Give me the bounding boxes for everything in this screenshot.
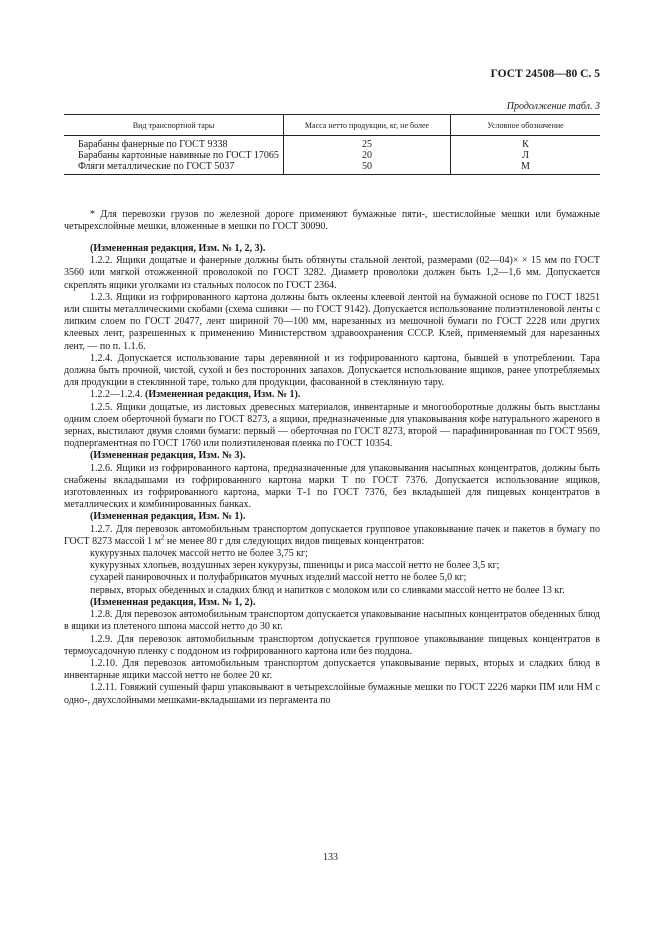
table-row <box>64 150 600 161</box>
table-cell-net-mass: 50 <box>284 161 451 175</box>
table-cell-net-mass: 25 <box>284 136 451 151</box>
amendment-text: (Измененная редакция, Изм. № 1). <box>145 389 301 401</box>
paragraph-text: 1.2.7. Для перевозок автомобильным транспортом допускается групповое упаковывание пачек и пакетов в бумагу по ГОСТ 8273 массой 1 м <box>64 523 600 547</box>
table-header-row <box>64 115 600 136</box>
column-header-container-type: Вид транспортной тары <box>64 115 284 136</box>
table-cell-code: К <box>522 139 529 150</box>
list-item: кукурузных хлопьев, воздушных зерен кукурузы, пшеницы и риса массой нетто не более 3,5 кг; <box>90 560 500 572</box>
amendment-note: (Измененная редакция, Изм. № 3). <box>90 450 246 462</box>
paragraph-1-2-5: 1.2.5. Ящики дощатые, из листовых древесных материалов, инвентарные и многооборотные должны быть выстланы одним слоем оберточной бумаги по ГОСТ 8273, а ящики, предназначенные для упаковывания кофе натурального жареного в зернах, выстилают двумя слоями бумаги: первый — оберточная по ГОСТ 8273, второй — парафинированная по ГОСТ 9569, подпергаментная по ГОСТ 1760 или полиэтиленовая пленка по ГОСТ 10354. <box>64 401 600 450</box>
list-item: кукурузных палочек массой нетто не более 3,75 кг; <box>90 548 308 560</box>
paragraph-text: не менее 80 г для следующих видов пищевых концентратов: <box>164 535 425 547</box>
paragraph-1-2-6: 1.2.6. Ящики из гофрированного картона, предназначенные для упаковывания насыпных концентратов, должны быть снабжены вкладышами из гофрированного картона марки Т по ГОСТ 7376. Допускается использование ящиков, изготовленных из гофрированного картона, марки Т-1 по ГОСТ 7376, без вкладышей для пищевых концентратов в металлических и комбинированных банках. <box>64 462 600 511</box>
amendment-note <box>64 389 600 401</box>
table-cell-container-type: Барабаны фанерные по ГОСТ 9338 <box>78 139 228 150</box>
column-header-code: Условное обозначение <box>451 115 601 136</box>
page-header: ГОСТ 24508—80 С. 5 <box>490 68 600 80</box>
paragraph-1-2-9: 1.2.9. Для перевозок автомобильным транспортом допускается групповое упаковывание пищевых концентратов в термоусадочную пленку с поддоном из гофрированного картона или без поддона. <box>64 633 600 657</box>
list-item: сухарей панировочных и полуфабрикатов мучных изделий массой нетто не более 5,0 кг; <box>90 572 467 584</box>
amendment-note: (Измененная редакция, Изм. № 1, 2, 3). <box>90 243 266 254</box>
paragraph-1-2-4: 1.2.4. Допускается использование тары деревянной и из гофрированного картона, бывшей в употреблении. Тара должна быть прочной, чистой, сухой и без посторонних запахов. Допускается использование ящиков, ранее употребляемых для продукции в стеклянной таре, только для продукции, фасованной в стеклянную тару. <box>64 352 600 389</box>
table-cell-net-mass: 20 <box>284 150 451 161</box>
paragraph-1-2-8: 1.2.8. Для перевозок автомобильным транспортом допускается упаковывание насыпных концентратов обеденных блюд в ящики из плетеного шпона массой нетто до 30 кг. <box>64 609 600 633</box>
table-cell-code: Л <box>522 150 529 161</box>
paragraph-1-2-10: 1.2.10. Для перевозок автомобильным транспортом допускается упаковывание первых, вторых и сладких блюд в инвентарные ящики массой нетто не более 20 кг. <box>64 657 600 682</box>
superscript: 2 <box>160 533 165 542</box>
amendment-range: 1.2.2—1.2.4. <box>90 389 145 401</box>
table-footnote: * Для перевозки грузов по железной дороге применяют бумажные пяти-, шестислойные мешки или бумажные четырехслойные мешки, вложенные в мешки по ГОСТ 30090. <box>64 209 600 233</box>
table-row <box>64 161 600 175</box>
paragraph-1-2-7 <box>64 524 600 548</box>
page-number: 133 <box>323 852 338 863</box>
table-row <box>64 136 600 151</box>
table-cell-container-type: Барабаны картонные навивные по ГОСТ 17065 <box>78 150 279 161</box>
paragraph-1-2-3: 1.2.3. Ящики из гофрированного картона должны быть оклеены клеевой лентой на бумажной основе по ГОСТ 18251 или сшиты металлическими скобами (схема сшивки — по ГОСТ 9142). Допускается использование полиэтиленовой ленты с липким слоем по ГОСТ 20477, лент шириной 70—100 мм, нарезанных из мешочной бумаги по ГОСТ 2228 или других клеевых лент, разрешенных к применению Министерством здравоохранения СССР. Клей, применяемый для нарезанных лент, — по п. 1.1.6. <box>64 291 600 352</box>
paragraph-1-2-2: 1.2.2. Ящики дощатые и фанерные должны быть обтянуты стальной лентой, размерами (02—04)× × 15 мм по ГОСТ 3560 или мягкой отожженной проволокой по ГОСТ 3282. Диаметр проволоки должен быть 1,2—1,6 мм. Допускается скреплять ящики уголками из стальных полосок по ГОСТ 2364. <box>64 255 600 291</box>
packaging-table <box>64 114 600 175</box>
amendment-note: (Измененная редакция, Изм. № 1, 2). <box>90 596 256 608</box>
list-item: первых, вторых обеденных и сладких блюд и напитков с молоком или со сливками массой нетто не более 13 кг. <box>90 584 565 596</box>
table-continuation-label: Продолжение табл. 3 <box>506 101 600 112</box>
document-body <box>64 243 600 707</box>
paragraph-1-2-11: 1.2.11. Говяжий сушеный фарш упаковывают в четырехслойные бумажные мешки по ГОСТ 2226 марки ПМ или НМ с одно-, двухслойными мешками-вкладышами из пергамента по <box>64 682 600 706</box>
column-header-net-mass: Масса нетто продукции, кг, не более <box>284 115 451 136</box>
table-cell-code: М <box>451 161 601 175</box>
table-cell-container-type: Фляги металлические по ГОСТ 5037 <box>64 161 284 175</box>
amendment-note: (Измененная редакция, Изм. № 1). <box>90 511 246 523</box>
